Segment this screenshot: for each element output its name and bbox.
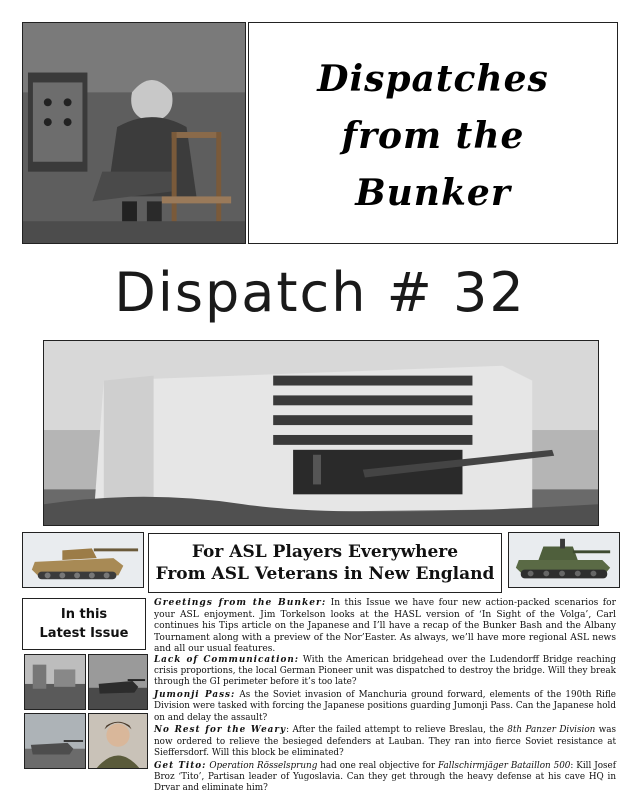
- list-item: [154, 690, 616, 724]
- scenario-title: No Rest for the Weary: [154, 725, 287, 736]
- tito-portrait-photo: [88, 713, 148, 769]
- masthead-title: [249, 51, 617, 222]
- tagline-line2: From ASL Veterans in New England: [155, 564, 495, 584]
- list-item: [154, 761, 616, 795]
- scenario-photo-2: [88, 654, 148, 710]
- radio-operator-photo: [22, 22, 246, 244]
- greetings-paragraph: [150, 594, 620, 655]
- scenario-text: : After the failed attempt to relieve Breslau, the: [286, 725, 508, 736]
- latest-issue-label-line2: Latest Issue: [39, 626, 129, 641]
- scenario-text: As the Soviet invasion of Manchuria ground forward, elements of the 190th Rifle Division were tasked with forcing the Japanese positions guarding Jumonji Pass. Can the Japanese hold on and delay the assault?: [154, 690, 617, 723]
- issue-heading: Dispatch # 32: [114, 261, 526, 324]
- scenario-text: : Kill Josef Broz ‘Tito’, Partisan leader of Yugoslavia. Can they get through the heavy defense at his cave HQ in Drvar and eliminate him?: [154, 760, 616, 794]
- latest-issue-label-line1: In this: [60, 607, 108, 622]
- scenario-title: Lack of Communication:: [154, 655, 299, 665]
- scenario-text: With the American bridgehead over the Ludendorff Bridge reaching crisis proportions, the local German Pioneer unit was dispatched to destroy the bridge. Will they break through the GI perimeter before it’s too late?: [154, 655, 617, 688]
- masthead-title-line1: Dispatches: [317, 58, 549, 100]
- list-item: [154, 655, 616, 689]
- masthead-box: [248, 22, 618, 244]
- tagline-box: [148, 533, 502, 593]
- scenario-emphasis: Operation Rösselsprung: [209, 760, 318, 771]
- soviet-tank-image: [508, 532, 620, 588]
- list-item: [154, 725, 616, 759]
- scenario-photo-3: [24, 713, 86, 769]
- scenario-photo-1: [24, 654, 86, 710]
- tagline-line1: For ASL Players Everywhere: [191, 542, 459, 562]
- masthead-title-line2: from the: [341, 115, 525, 157]
- scenario-emphasis: Fallschirmjäger Bataillon 500: [438, 760, 571, 771]
- scenario-emphasis: 8th Panzer Division: [507, 725, 596, 736]
- scenario-title: Get Tito:: [154, 760, 207, 771]
- latest-issue-label: [22, 598, 146, 650]
- scenario-list: [150, 652, 620, 794]
- bunker-photo: [43, 340, 599, 526]
- masthead-title-line3: Bunker: [355, 172, 511, 214]
- greetings-title: Greetings from the Bunker:: [154, 597, 327, 608]
- scenario-title: Jumonji Pass:: [154, 690, 236, 701]
- panther-tank-image: [22, 532, 144, 588]
- scenario-text: was now ordered to relieve the besieged defenders at Lauban. They ran into fierce Soviet resistance at Sieffersdorf. Will this block be eliminated?: [154, 725, 617, 758]
- greetings-text: In this Issue we have four new action-packed scenarios for your ASL enjoyment. Jim Torkelson looks at the HASL version of ‘In Sight of the Volga’, Carl continues his Tips article on the Japanese and I’ll have a recap of the Bunker Bash and the Albany Tournament along with a preview of the Nor’Easter. As always, we’ll have more regional ASL news and all our usual features.: [154, 598, 616, 655]
- scenario-text: had one real objective for: [317, 760, 439, 771]
